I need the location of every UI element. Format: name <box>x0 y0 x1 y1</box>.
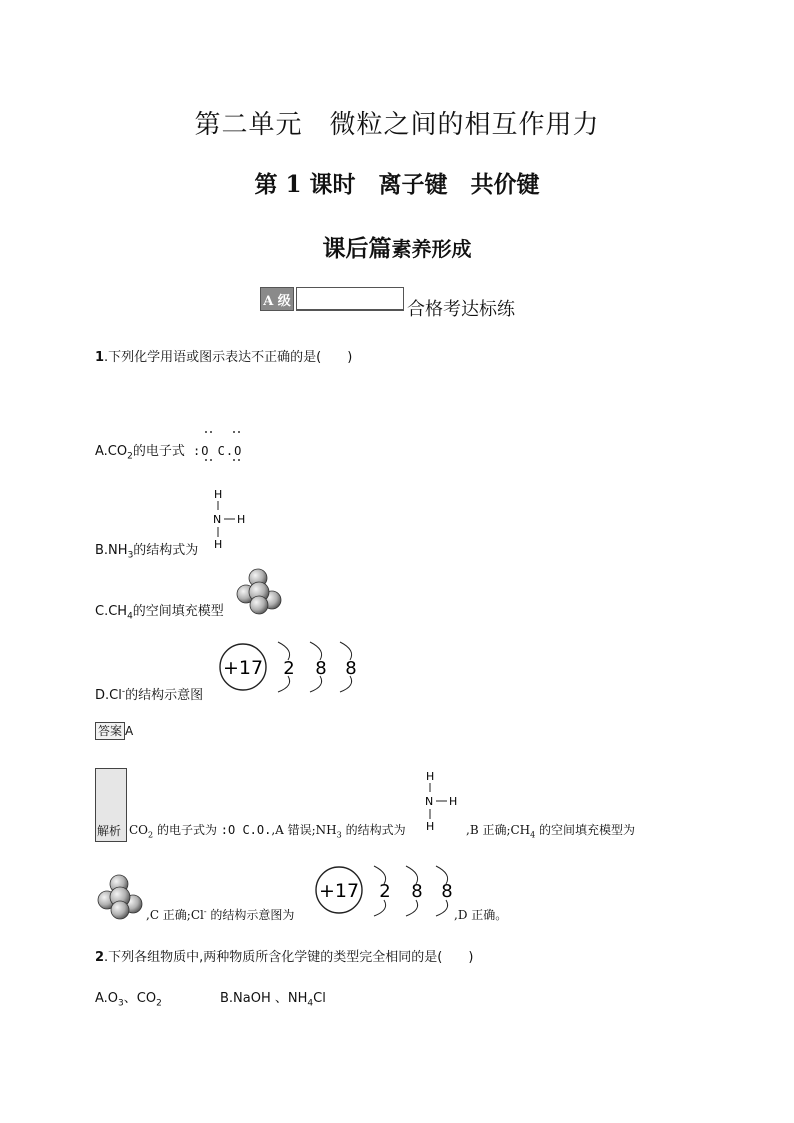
expl-cl-shell-2: 8 <box>411 881 423 902</box>
q1-option-c-sub: 4 <box>127 611 133 622</box>
q1-option-a-suffix: 的电子式 <box>132 444 185 459</box>
expl-text-6: 的空间填充模型为 <box>535 823 636 837</box>
nh3-structure <box>208 486 258 552</box>
q2-option-b-sub: 4 <box>307 998 314 1009</box>
expl-cl-shell-1: 2 <box>379 881 391 902</box>
q1-option-a-sub: 2 <box>127 451 133 462</box>
expl-cl-shell-3: 8 <box>441 881 453 902</box>
section-title-bold: 课后篇 <box>322 235 392 262</box>
expl-nh3-h-bottom: H <box>426 820 435 833</box>
expl-text-8: 的结构示意图为 <box>206 908 295 922</box>
expl-text-3: ,A 错误;NH <box>271 823 337 837</box>
q1-option-c <box>95 600 224 622</box>
explanation-line-1 <box>129 821 406 839</box>
q2-option-a-sub: 3 <box>118 998 124 1009</box>
q2-option-a <box>95 987 162 1009</box>
expl-formula: :O C.O. <box>220 823 272 837</box>
q1-option-b <box>95 539 198 561</box>
lesson-title: 第 1 课时 离子键 共价键 <box>254 171 540 198</box>
explanation-label: 解析 <box>97 824 122 838</box>
question-2-stem <box>95 946 473 965</box>
expl-nh3-structure <box>418 768 468 834</box>
q2-option-b-suffix: Cl <box>313 991 326 1006</box>
ch4-space-filling-model <box>234 568 286 616</box>
expl-ch4-model <box>95 874 147 922</box>
co2-electron-dots <box>198 428 248 468</box>
q2-option-a-sub2: 2 <box>156 998 162 1009</box>
q1-option-c-prefix: C.CH <box>95 604 128 619</box>
unit-title: 第二单元 微粒之间的相互作用力 <box>194 110 600 140</box>
q2-option-b <box>220 987 326 1009</box>
cl-shell-1: 2 <box>283 658 295 679</box>
level-text: 合格考达标练 <box>407 299 515 320</box>
question-2-text: .下列各组物质中,两种物质所含化学键的类型完全相同的是( ) <box>104 950 474 965</box>
question-1-text: .下列化学用语或图示表达不正确的是( ) <box>104 350 353 365</box>
cl-shell-2: 8 <box>315 658 327 679</box>
expl-cl-ion-diagram <box>314 862 460 920</box>
level-box <box>296 287 404 311</box>
nh3-h-right: H <box>237 513 246 526</box>
q1-option-d <box>95 684 203 703</box>
question-1-number: 1 <box>95 350 105 365</box>
expl-text-2: 的电子式为 <box>153 823 221 837</box>
q1-option-b-prefix: B.NH <box>95 543 128 558</box>
answer-label: 答案 <box>95 722 125 740</box>
question-1-stem <box>95 346 352 365</box>
cl-nucleus-charge: +17 <box>222 657 264 679</box>
expl-nh3-h-right: H <box>449 795 458 808</box>
section-title-rest: 素养形成 <box>391 237 472 261</box>
expl-cl-sup: - <box>203 907 207 916</box>
q1-option-a-prefix: A.CO <box>95 444 128 459</box>
expl-co2: CO <box>129 823 149 837</box>
expl-co2-sub: 2 <box>148 830 154 840</box>
cl-ion-structure-diagram <box>218 638 364 696</box>
nh3-n: N <box>213 513 222 526</box>
question-2-number: 2 <box>95 950 105 965</box>
nh3-h-top: H <box>214 488 223 501</box>
q2-option-a-prefix: A.O <box>95 991 119 1006</box>
answer-value: A <box>125 724 134 738</box>
q1-option-d-sup: - <box>121 686 126 697</box>
q2-option-b-prefix: B.NaOH 、NH <box>220 991 308 1006</box>
q1-option-d-suffix: 的结构示意图 <box>125 688 204 703</box>
section-title <box>0 230 794 263</box>
expl-ch4-sub: 4 <box>530 830 536 840</box>
expl-nh3-sub: 3 <box>336 830 342 840</box>
explanation-line-2-end: ,D 正确。 <box>454 908 508 922</box>
level-badge: A 级 <box>260 287 294 311</box>
q2-option-a-mid: 、CO <box>123 991 157 1006</box>
nh3-h-bottom: H <box>214 538 223 551</box>
expl-cl-nucleus: +17 <box>318 880 360 902</box>
q1-option-d-prefix: D.Cl <box>95 688 122 703</box>
q1-answer-row <box>95 722 133 739</box>
cl-shell-3: 8 <box>345 658 357 679</box>
expl-text-4: 的结构式为 <box>341 823 406 837</box>
expl-text-7: ,C 正确;Cl <box>146 908 204 922</box>
q1-option-c-suffix: 的空间填充模型 <box>132 604 224 619</box>
q1-option-b-suffix: 的结构式为 <box>133 543 199 558</box>
explanation-line-1b <box>466 821 635 839</box>
level-banner <box>260 287 515 320</box>
q1-option-a-formula: :O C.O <box>193 444 243 458</box>
q1-option-b-sub: 3 <box>127 550 134 561</box>
expl-nh3-h-top: H <box>426 770 435 783</box>
explanation-line-2 <box>146 906 294 923</box>
expl-nh3-n: N <box>425 795 434 808</box>
expl-text-5: ,B 正确;CH <box>466 823 531 837</box>
